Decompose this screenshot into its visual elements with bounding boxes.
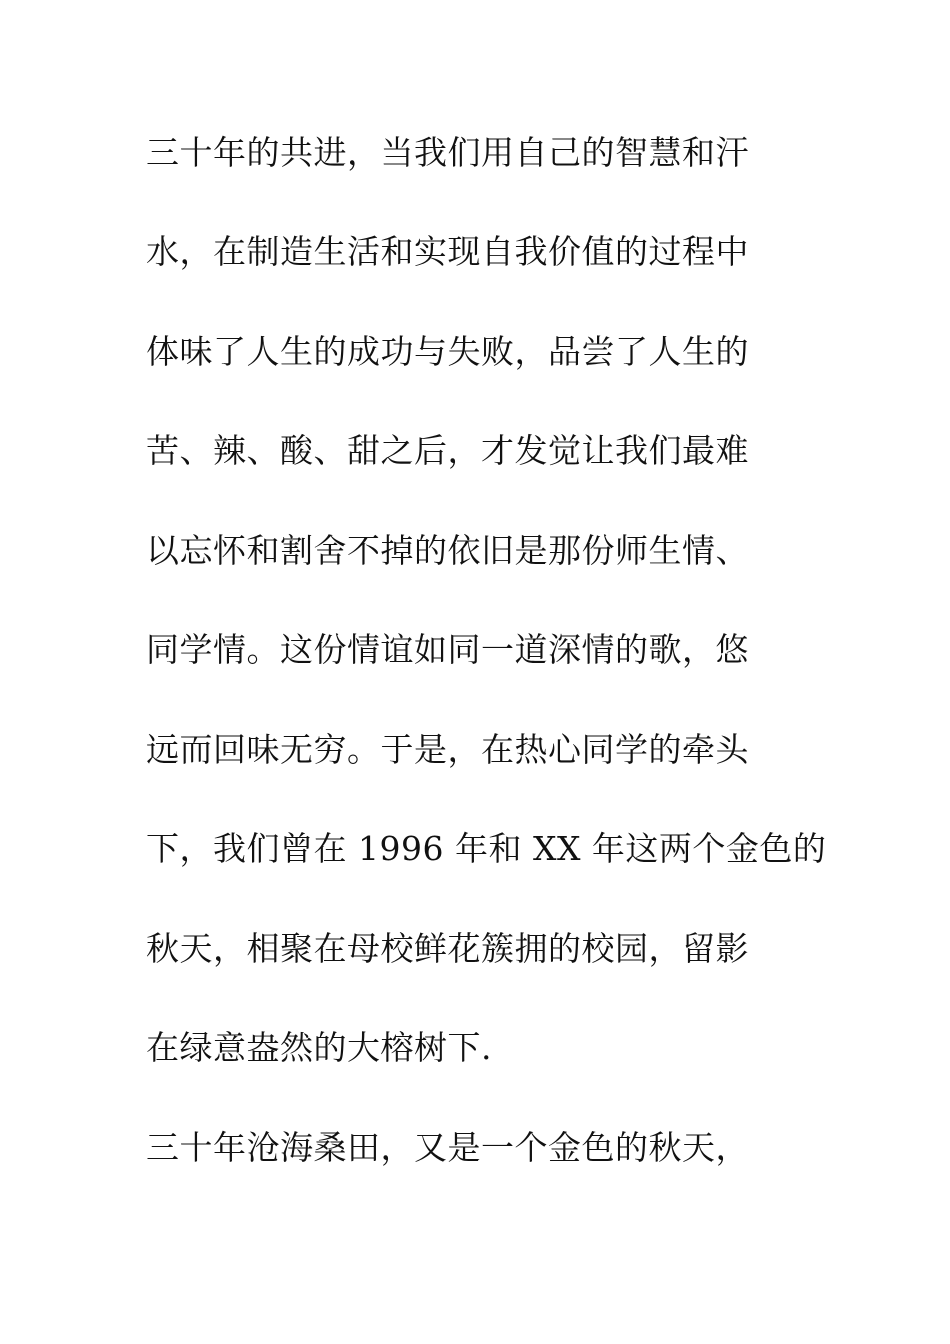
paragraph-line: 水，在制造生活和实现自我价值的过程中 <box>146 232 749 271</box>
paragraph-line: 远而回味无穷。于是，在热心同学的牵头 <box>146 730 749 769</box>
paragraph-line: 秋天，相聚在母校鲜花簇拥的校园，留影 <box>146 929 749 968</box>
paragraph-line: 三十年的共进，当我们用自己的智慧和汗 <box>146 133 749 172</box>
paragraph-line: 在绿意盎然的大榕树下. <box>146 1028 492 1067</box>
paragraph-line: 下，我们曾在 1996 年和 XX 年这两个金色的 <box>146 829 827 868</box>
paragraph-line: 三十年沧海桑田，又是一个金色的秋天， <box>146 1128 749 1167</box>
paragraph-line: 苦、辣、酸、甜之后，才发觉让我们最难 <box>146 431 749 470</box>
paragraph-line: 体味了人生的成功与失败，品尝了人生的 <box>146 332 749 371</box>
paragraph-line: 同学情。这份情谊如同一道深情的歌，悠 <box>146 630 749 669</box>
paragraph-line: 以忘怀和割舍不掉的依旧是那份师生情、 <box>146 531 749 570</box>
